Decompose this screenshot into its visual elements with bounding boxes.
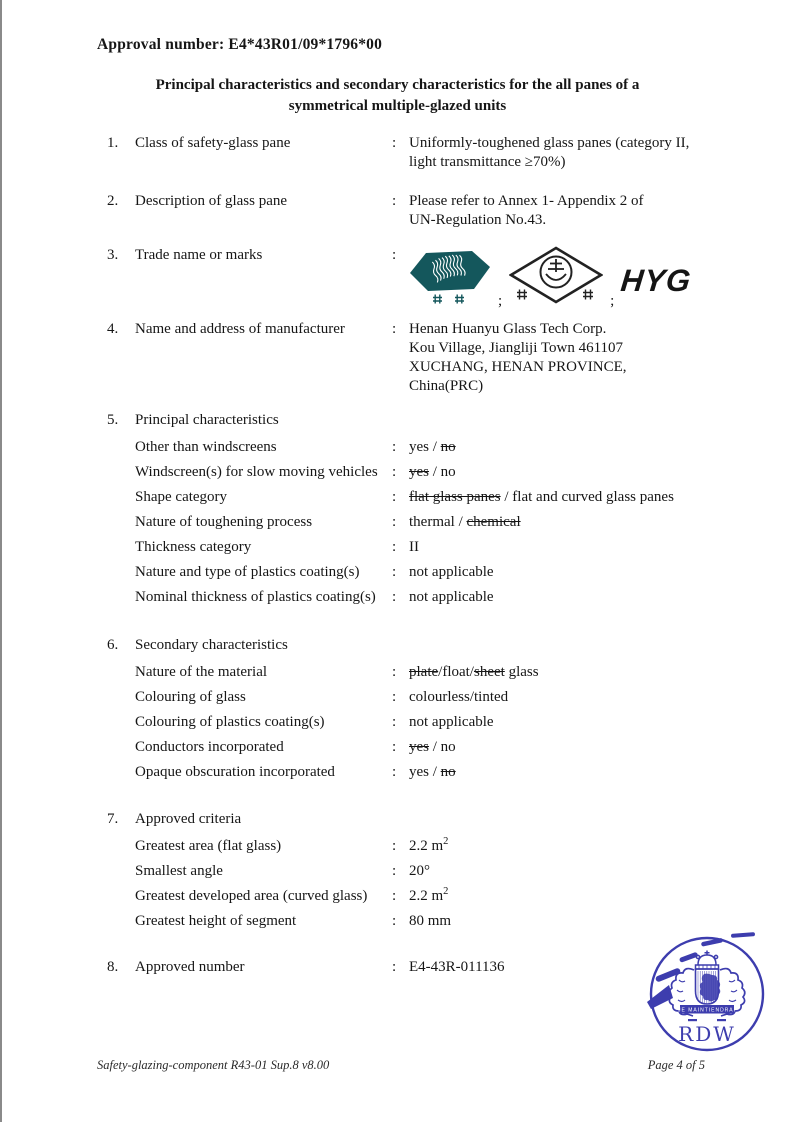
colon: : [392, 863, 397, 879]
chinese-caption-marks [433, 295, 464, 304]
colon: : [392, 739, 397, 755]
colon: : [392, 913, 397, 929]
colon: : [392, 247, 397, 263]
rdw-approval-stamp [635, 928, 785, 1060]
row-label: Other than windscreens [135, 439, 277, 455]
colon: : [392, 464, 397, 480]
row-label: Colouring of glass [135, 689, 246, 705]
colon: : [392, 838, 397, 854]
value-line-1: Please refer to Annex 1- Appendix 2 of [409, 193, 644, 209]
item-approved-number [107, 958, 727, 983]
row-windscreens-slow-moving [107, 463, 727, 482]
banner-dash-right [717, 1019, 726, 1021]
semicolon-separator: ; [498, 293, 503, 309]
banner-dash-left [688, 1019, 697, 1021]
colon: : [392, 689, 397, 705]
address-line-4: China(PRC) [409, 378, 484, 394]
row-value: flat glass panes / flat and curved glass panes [409, 489, 674, 505]
item-value [409, 134, 727, 172]
row-label: Greatest height of segment [135, 913, 297, 929]
row-value: plate/float/sheet glass [409, 664, 539, 680]
item-number: 7. [107, 811, 119, 827]
row-label: Windscreen(s) for slow moving vehicles [135, 464, 378, 480]
section-principal-characteristics [107, 411, 727, 613]
struck-text: sheet [473, 664, 505, 680]
colon: : [392, 539, 397, 555]
item-number: 4. [107, 321, 119, 337]
row-value: thermal / chemical [409, 514, 521, 530]
superscript: 2 [443, 886, 449, 897]
row-label: Nature of the material [135, 664, 268, 680]
item-value [409, 192, 727, 230]
address-line-1: Henan Huanyu Glass Tech Corp. [409, 321, 607, 337]
item-number: 1. [107, 135, 119, 151]
item-description-of-glass-pane [107, 192, 727, 236]
row-value: not applicable [409, 589, 494, 605]
address-line-3: XUCHANG, HENAN PROVINCE, [409, 359, 627, 375]
colon: : [392, 959, 397, 975]
row-toughening-process [107, 513, 727, 532]
item-number: 5. [107, 412, 119, 428]
footer-document-reference: Safety-glazing-component R43-01 Sup.8 v8.00 [97, 1058, 330, 1072]
colon: : [392, 589, 397, 605]
struck-text: flat glass panes [409, 489, 501, 505]
hyg-wordmark: HYG [619, 263, 694, 298]
section-heading: Secondary characteristics [135, 637, 288, 653]
section-heading: Principal characteristics [135, 412, 279, 428]
row-greatest-area-flat [107, 837, 727, 856]
trademark-logos [409, 246, 727, 312]
row-label: Nominal thickness of plastics coating(s) [135, 589, 376, 605]
item-class-of-safety-glass-pane [107, 134, 727, 178]
row-label: Nature and type of plastics coating(s) [135, 564, 360, 580]
shield-lion [700, 974, 720, 1002]
row-value: colourless/tinted [409, 689, 509, 705]
heraldic-shield [696, 969, 721, 1004]
item-number: 6. [107, 637, 119, 653]
row-value: 20° [409, 863, 430, 879]
struck-text: no [440, 764, 456, 780]
colon: : [392, 564, 397, 580]
rdw-text: RDW [678, 1022, 736, 1046]
colon: : [392, 888, 397, 904]
row-value: yes / no [409, 464, 456, 480]
section-secondary-characteristics [107, 636, 727, 788]
colon: : [392, 439, 397, 455]
colon: : [392, 514, 397, 530]
footer-page-number: Page 4 of 5 [647, 1058, 705, 1072]
struck-text: yes [409, 739, 429, 755]
colon: : [392, 489, 397, 505]
item-label: Name and address of manufacturer [135, 321, 345, 337]
row-smallest-angle [107, 862, 727, 881]
diamond-trademark-logo [509, 246, 603, 312]
colon: : [392, 764, 397, 780]
item-number: 3. [107, 247, 119, 263]
row-label: Conductors incorporated [135, 739, 284, 755]
row-thickness-category [107, 538, 727, 557]
colon: : [392, 193, 397, 209]
crown-icon [696, 951, 719, 970]
row-label: Greatest area (flat glass) [135, 838, 282, 854]
hexagon-trademark-logo [409, 250, 491, 312]
row-label: Greatest developed area (curved glass) [135, 888, 368, 904]
colon: : [392, 664, 397, 680]
row-other-than-windscreens [107, 438, 727, 457]
row-value: yes / no [409, 439, 456, 455]
row-shape-category [107, 488, 727, 507]
item-label: Approved number [135, 959, 245, 975]
value-line-2: light transmittance ≥70%) [409, 154, 566, 170]
row-label: Nature of toughening process [135, 514, 313, 530]
row-label: Smallest angle [135, 863, 223, 879]
item-number: 8. [107, 959, 119, 975]
section-approved-criteria [107, 810, 727, 937]
row-value: 2.2 $m^2$ [409, 836, 449, 854]
row-label: Colouring of plastics coating(s) [135, 714, 325, 730]
item-label: Trade name or marks [135, 247, 263, 263]
approval-number-header: Approval number: E4*43R01/09*1796*00 [97, 36, 383, 53]
emblem-symbol [546, 259, 566, 280]
struck-text: plate [409, 664, 439, 680]
struck-text: no [440, 439, 456, 455]
row-value: not applicable [409, 714, 494, 730]
value-line-2: UN-Regulation No.43. [409, 212, 547, 228]
item-label: Description of glass pane [135, 193, 288, 209]
row-colouring-of-glass [107, 688, 727, 707]
struck-text: chemical [466, 514, 521, 530]
colon: : [392, 135, 397, 151]
colon: : [392, 321, 397, 337]
item-value: E4-43R-011136 [409, 959, 505, 975]
section-heading: Approved criteria [135, 811, 242, 827]
row-conductors-incorporated [107, 738, 727, 757]
row-value: yes / no [409, 739, 456, 755]
pen-stroke-marks [647, 932, 755, 1009]
item-trade-name-or-marks [107, 246, 727, 318]
row-label: Shape category [135, 489, 228, 505]
row-value: yes / no [409, 764, 456, 780]
row-nature-of-material [107, 663, 727, 682]
colon: : [392, 714, 397, 730]
row-plastics-coating-thickness [107, 588, 727, 607]
motto-text: JE MAINTIENDRAI [677, 1007, 737, 1014]
semicolon-separator: ; [610, 293, 615, 309]
page-footer [97, 1058, 705, 1073]
row-colouring-of-plastics [107, 713, 727, 732]
row-opaque-obscuration [107, 763, 727, 782]
row-value: II [409, 539, 419, 555]
row-value: 80 mm [409, 913, 452, 929]
item-label: Class of safety-glass pane [135, 135, 291, 151]
row-plastics-coating-type [107, 563, 727, 582]
row-greatest-height-segment [107, 912, 727, 931]
struck-text: yes [409, 464, 429, 480]
row-label: Thickness category [135, 539, 252, 555]
address-line-2: Kou Village, Jiangliji Town 461107 [409, 340, 624, 356]
superscript: 2 [443, 836, 449, 847]
item-manufacturer [107, 320, 727, 402]
row-value: not applicable [409, 564, 494, 580]
value-line-1: Uniformly-toughened glass panes (category II, [409, 135, 690, 151]
title-line-1: Principal characteristics and secondary characteristics for the all panes of a [155, 77, 640, 93]
chinese-caption-marks [517, 290, 593, 300]
document-title [2, 75, 793, 117]
stamp-graphic [635, 928, 785, 1060]
manufacturer-address [409, 320, 727, 396]
row-value: 2.2 $m^2$ [409, 886, 449, 904]
item-number: 2. [107, 193, 119, 209]
row-label: Opaque obscuration incorporated [135, 764, 335, 780]
row-greatest-developed-area [107, 887, 727, 906]
title-line-2: symmetrical multiple-glazed units [288, 98, 507, 114]
